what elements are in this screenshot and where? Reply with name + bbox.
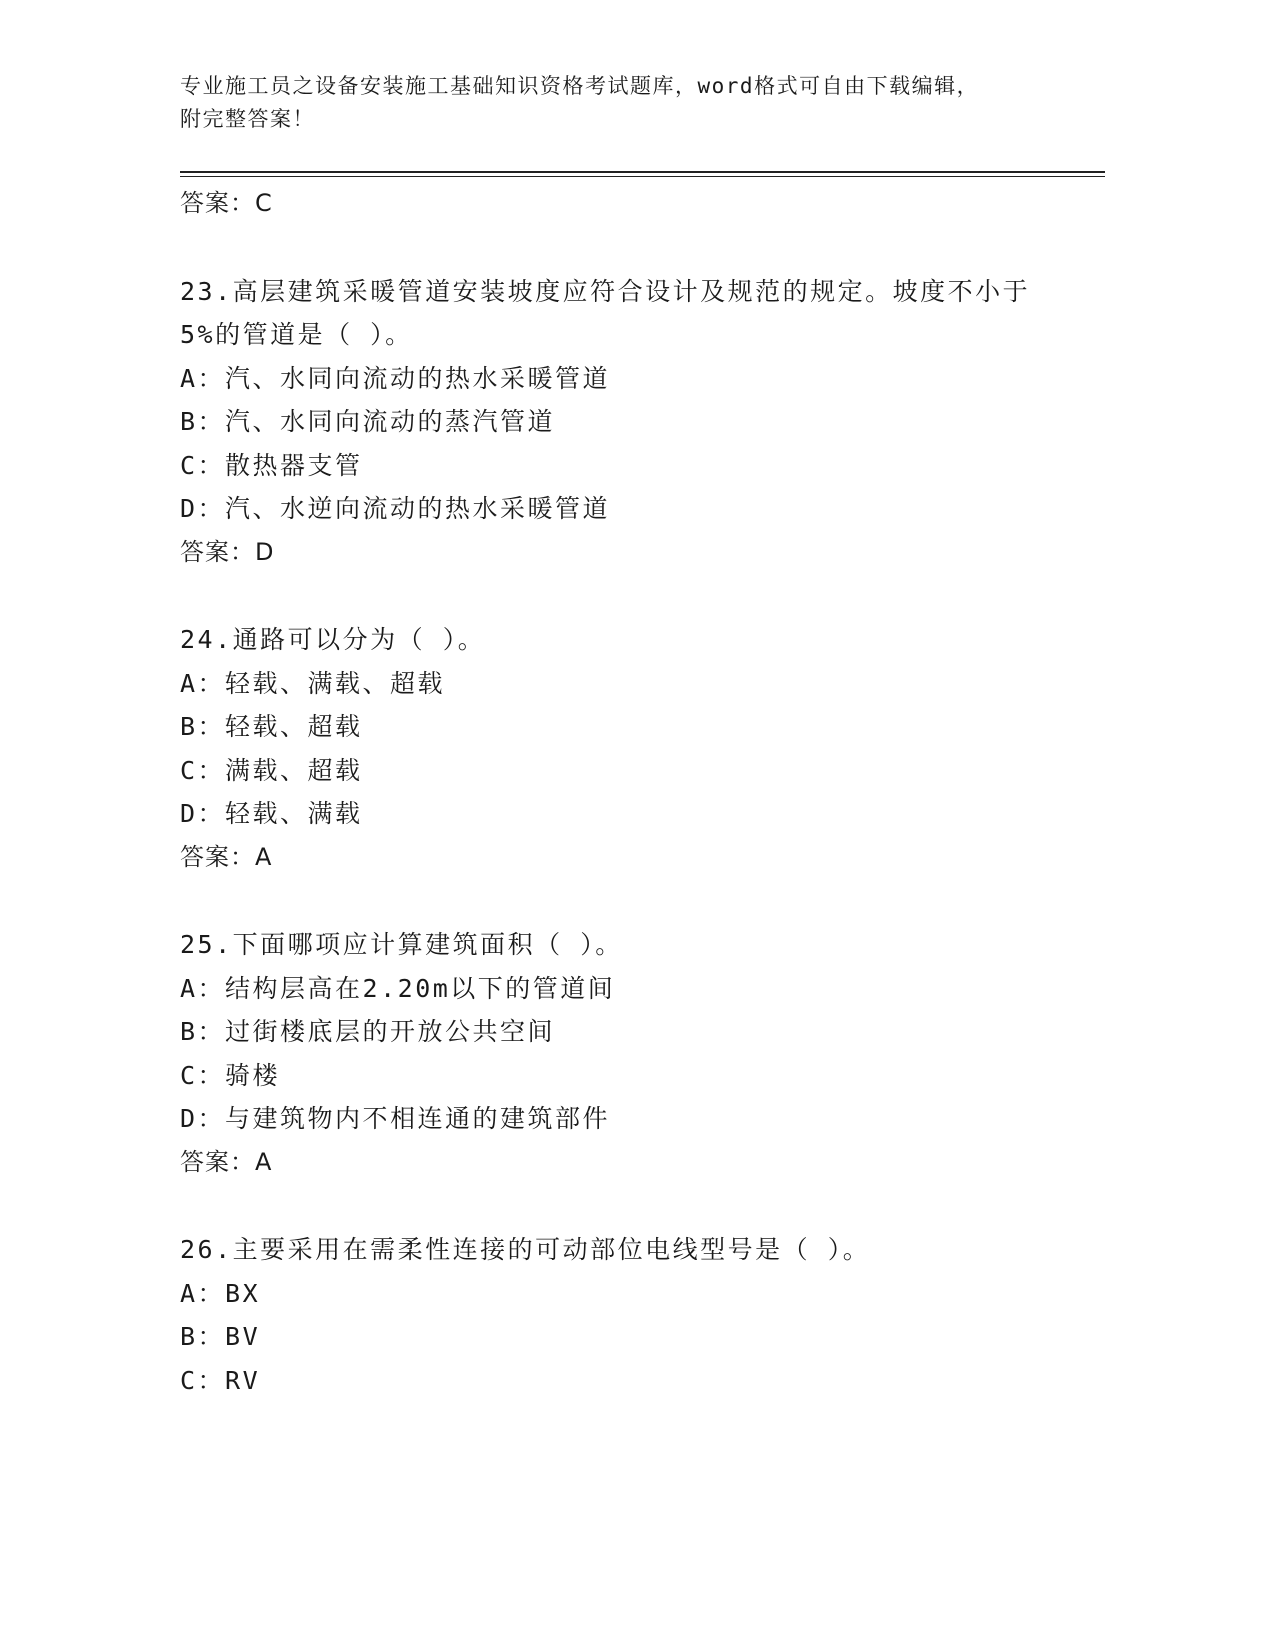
option-d: D：与建筑物内不相连通的建筑部件 [180,1104,611,1133]
option-c: C：满载、超载 [180,755,363,785]
question-26 [180,1228,1105,1402]
question-23 [180,270,1105,575]
answer: 答案：D [180,537,275,566]
question-stem: 5%的管道是（ ）。 [180,320,413,349]
option-a: A：轻载、满载、超载 [180,668,446,698]
spacer [180,574,1105,618]
option-d: D：汽、水逆向流动的热水采暖管道 [180,494,611,523]
option-d: D：轻载、满载 [180,799,363,828]
header-line-1: 专业施工员之设备安装施工基础知识资格考试题库，word格式可自由下载编辑， [180,74,980,98]
option-b: B：过街楼底层的开放公共空间 [180,1017,556,1046]
option-a: A：结构层高在2.20m以下的管道间 [180,973,616,1003]
spacer [180,226,1105,270]
header-divider-thin [180,176,1105,177]
question-stem: 23.高层建筑采暖管道安装坡度应符合设计及规范的规定。坡度不小于 [180,276,1031,306]
answer: 答案：A [180,842,273,871]
option-b: B：BV [180,1322,261,1351]
header-divider-thick [180,171,1105,173]
spacer [180,879,1105,923]
question-25 [180,923,1105,1184]
question-stem: 26.主要采用在需柔性连接的可动部位电线型号是（ ）。 [180,1235,871,1264]
question-24 [180,618,1105,879]
option-c: C：散热器支管 [180,450,363,480]
option-b: B：汽、水同向流动的蒸汽管道 [180,407,556,436]
question-stem: 25.下面哪项应计算建筑面积（ ）。 [180,930,623,959]
header-line-2: 附完整答案！ [180,107,315,131]
document-header [180,70,1080,136]
option-b: B：轻载、超载 [180,712,363,741]
answer: 答案：A [180,1147,273,1176]
question-list [180,182,1105,1402]
option-a: A：BX [180,1278,261,1308]
option-c: C：骑楼 [180,1060,281,1090]
option-c: C：RV [180,1365,261,1395]
question-stem: 24.通路可以分为（ ）。 [180,625,486,654]
option-a: A：汽、水同向流动的热水采暖管道 [180,363,611,393]
previous-answer: 答案：C [180,189,273,217]
spacer [180,1184,1105,1228]
